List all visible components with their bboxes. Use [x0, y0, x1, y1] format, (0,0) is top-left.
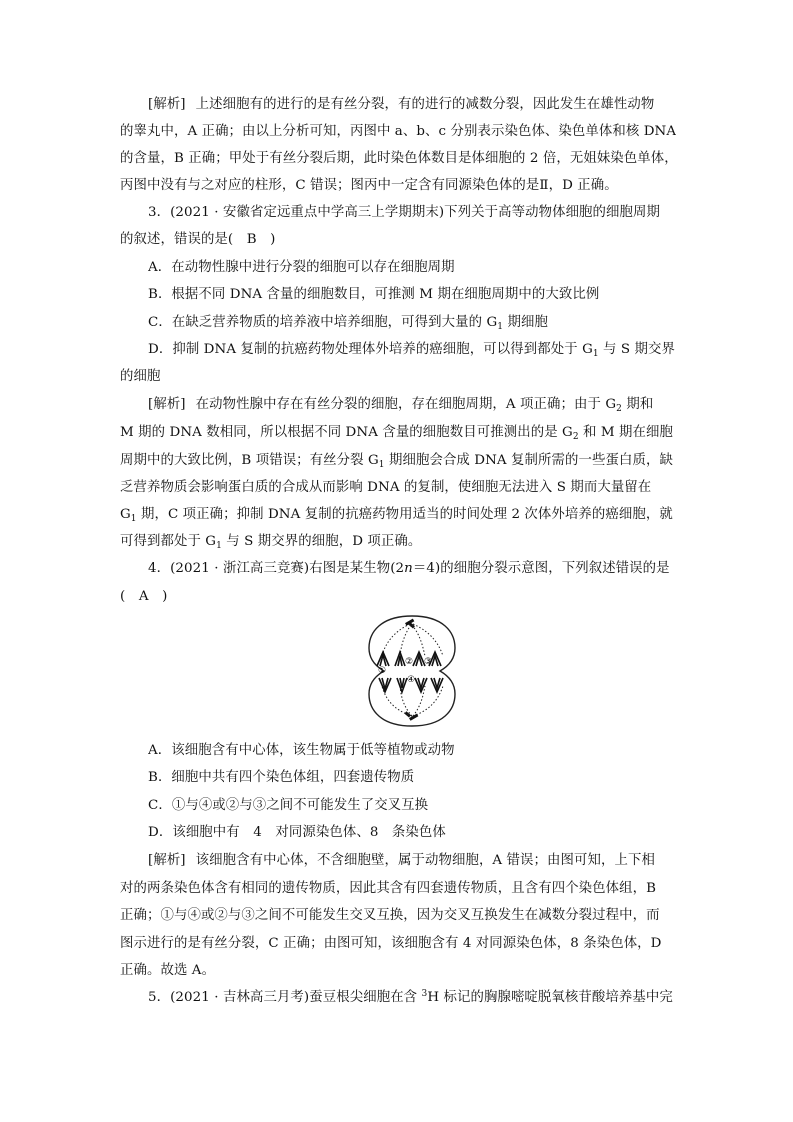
question-4-analysis-line: 对的两条染色体含有相同的遗传物质，因此其含有四套遗传物质，且含有四个染色体组，B: [120, 881, 657, 896]
question-3-option-b: B．根据不同 DNA 含量的细胞数目，可推测 M 期在细胞周期中的大致比例: [148, 287, 600, 302]
question-4-analysis-line: 图示进行的是有丝分裂，C 正确；由图可知，该细胞含有 4 对同源染色体，8 条染色体，D: [120, 936, 662, 951]
figure-label-2: ②: [405, 657, 414, 667]
question-4-analysis-line: 正确。故选 A。: [120, 963, 216, 978]
analysis-label: [解析]: [148, 97, 186, 112]
question-3-analysis-line: $G_1$ 期，C 项正确；抑制 DNA 复制的抗癌药物用适当的时间处理 2 次体外培养的癌细胞，就: [120, 507, 673, 524]
question-3-analysis-line: 可得到都处于 $G_1$ 与 S 期交界的细胞，D 项正确。: [120, 534, 422, 551]
question-4-stem-line2: ( A ): [120, 589, 168, 604]
question-3-stem: 3．(2021 · 安徽省定远重点中学高三上学期期末)下列关于高等动物体细胞的细胞周期: [148, 205, 661, 220]
analysis-paragraph-line: 的睾丸中，A 正确；由以上分析可知，丙图中 a、b、c 分别表示染色体、染色单体和核 DNA: [120, 124, 677, 139]
question-4-analysis-line: 正确；①与④或②与③之间不可能发生交叉互换，因为交叉互换发生在减数分裂过程中，而: [120, 908, 660, 923]
question-3-analysis-line: M 期的 DNA 数相同，所以根据不同 DNA 含量的细胞数目可推测出的是 $G_2$ 和 M 期在细胞: [120, 425, 674, 442]
question-4-analysis: [解析] 该细胞含有中心体，不含细胞壁，属于动物细胞，A 错误；由图可知，上下相: [148, 853, 655, 868]
question-3-option-a: A．在动物性腺中进行分裂的细胞可以存在细胞周期: [148, 260, 455, 275]
question-4-option-a: A．该细胞含有中心体，该生物属于低等植物或动物: [148, 743, 455, 758]
spindle-fibers: [382, 624, 443, 716]
question-3-stem-line2: 的叙述，错误的是( B ): [120, 232, 276, 247]
figure-label-4: ④: [407, 675, 416, 685]
centriole-top: [405, 619, 415, 629]
figure-label-1: ①: [378, 666, 387, 676]
analysis-paragraph-line: 的含量，B 正确；甲处于有丝分裂后期，此时染色体数目是体细胞的 2 倍，无姐妹染色单体，: [120, 151, 678, 166]
question-4-option-d: D．该细胞中有 4 对同源染色体、8 条染色体: [148, 825, 446, 840]
question-3-option-d-line2: 的细胞: [120, 369, 161, 384]
question-5-stem: 5．(2021 · 吉林高三月考)蚕豆根尖细胞在含 $^3$H 标记的胸腺嘧啶脱氧核苷酸培养基中完: [148, 989, 673, 1005]
question-4-stem: 4．(2021 · 浙江高三竞赛)右图是某生物(2n＝4)的细胞分裂示意图，下列叙述错误的是: [148, 561, 670, 576]
analysis-label: [解析]: [148, 397, 186, 412]
question-4-option-c: C．①与④或②与③之间不可能发生了交叉互换: [148, 798, 429, 813]
question-3-option-c: C．在缺乏营养物质的培养液中培养细胞，可得到大量的 $G_1$ 期细胞: [148, 315, 548, 332]
figure-label-3: ③: [424, 657, 433, 667]
question-3-analysis: [解析] 在动物性腺中存在有丝分裂的细胞，存在细胞周期，A 项正确；由于 $G_2$ 期和: [148, 397, 654, 414]
analysis-paragraph-line: 丙图中没有与之对应的柱形，C 错误；图丙中一定含有同源染色体的是Ⅱ，D 正确。: [120, 178, 618, 193]
question-3-analysis-line: 周期中的大致比例，B 项错误；有丝分裂 $G_1$ 期细胞会合成 DNA 复制所需的一些蛋白质，缺: [120, 453, 673, 470]
question-3-option-d: D．抑制 DNA 复制的抗癌药物处理体外培养的癌细胞，可以得到都处于 $G_1$ 与 S 期交界: [148, 342, 676, 359]
cell-division-figure: [365, 612, 459, 730]
analysis-label: [解析]: [148, 853, 186, 868]
question-4-option-b: B．细胞中共有四个染色体组，四套遗传物质: [148, 770, 415, 785]
analysis-paragraph-line: [解析] 上述细胞有的进行的是有丝分裂，有的进行的减数分裂，因此发生在雄性动物: [148, 97, 655, 112]
question-3-analysis-line: 乏营养物质会影响蛋白质的合成从而影响 DNA 的复制，使细胞无法进入 S 期而大量留在: [120, 480, 652, 495]
